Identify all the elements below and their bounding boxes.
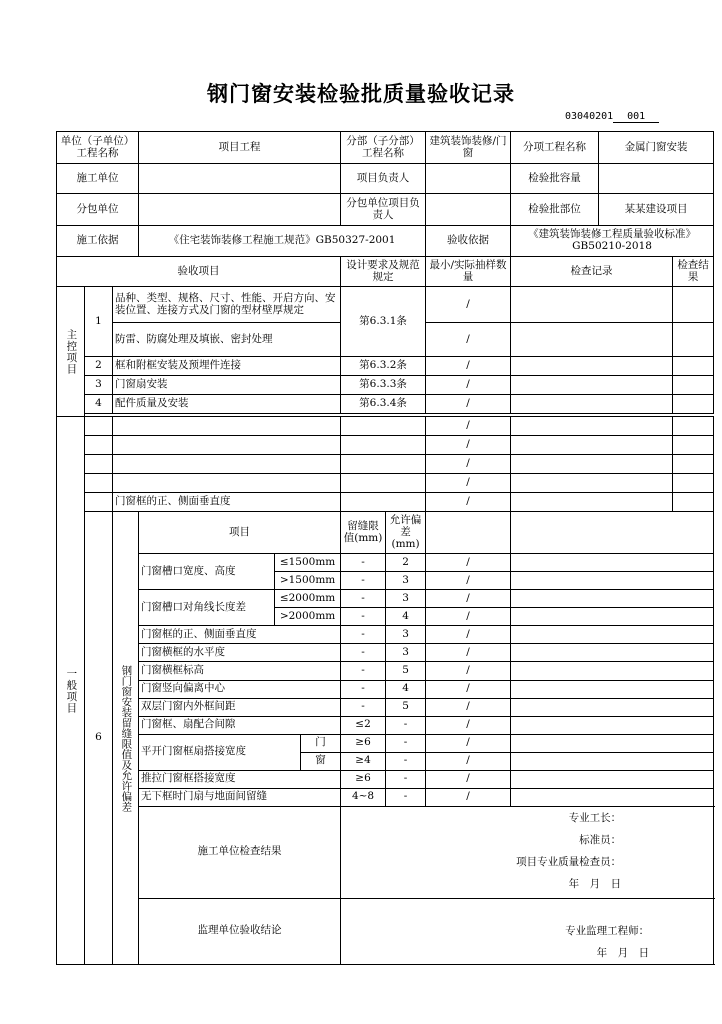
tech-line: 标准员： [579,833,622,846]
gen-2-text [113,436,341,455]
date-line: 年 月 日 [568,877,622,890]
col-record: 检查记录 [511,257,673,287]
sub-header-record [511,512,714,554]
inspection-table [56,131,714,965]
subcontract-label: 分包单位 [57,194,139,226]
dev-3-gap: - [341,590,386,608]
item-value: 金属门窗安装 [599,132,714,164]
dev-4-sample: / [426,608,511,626]
main-1a-result[interactable] [673,287,714,323]
gen-5-clause [341,493,426,512]
dev-6-dev: 3 [386,644,426,662]
main-4-clause: 第6.3.4条 [341,395,426,414]
location-label: 检验批部位 [511,194,599,226]
main-2-clause: 第6.3.2条 [341,357,426,376]
dev-2-cond: >1500mm [275,572,341,590]
dev-9-gap: - [341,698,386,716]
dev-5-record[interactable] [511,626,714,644]
sub-pm-label: 分包单位项目负责人 [341,194,426,226]
gen-1-record[interactable] [511,417,673,436]
main-row-3 [57,376,714,395]
main-4-no: 4 [85,395,113,414]
unit-label: 单位（子单位）工程名称 [57,132,139,164]
main-3-result[interactable] [673,376,714,395]
dev-6-text: 门窗横框的水平度 [139,644,341,662]
dev-11-sample: / [426,734,511,752]
gen-row-1 [57,417,714,436]
dev-12-gap: ≥4 [341,752,386,770]
main-3-text: 门窗扇安装 [113,376,341,395]
column-header-row [57,257,714,287]
dev-4-gap: - [341,608,386,626]
gen-4-text [113,474,341,493]
dev-row-7 [57,662,714,680]
main-1b-text: 防雷、防腐处理及填嵌、密封处理 [113,323,341,357]
dev-9-text: 双层门窗内外框间距 [139,698,341,716]
dev-14-gap: 4~8 [341,788,386,806]
main-row-4 [57,395,714,414]
dev-row-11 [57,734,714,752]
dev-4-dev: 4 [386,608,426,626]
main-3-no: 3 [85,376,113,395]
gen-5-no [85,493,113,512]
gen-2-record[interactable] [511,436,673,455]
dev-2-dev: 3 [386,572,426,590]
main-4-result[interactable] [673,395,714,414]
dev-3-dev: 3 [386,590,426,608]
inspector-line: 项目专业质量检查员： [516,855,622,868]
basis-value: 《住宅装饰装修工程施工规范》GB50327-2001 [139,226,426,257]
gen-1-clause [341,417,426,436]
gen-2-result[interactable] [673,436,714,455]
foreman-line: 专业工长： [568,811,622,824]
main-2-no: 2 [85,357,113,376]
gen-3-clause [341,455,426,474]
gen-6-label: 钢门窗安装留缝限值及允许偏差 [113,512,139,965]
dev-9-dev: 5 [386,698,426,716]
dev-row-5 [57,626,714,644]
gen-3-result[interactable] [673,455,714,474]
dev-6-gap: - [341,644,386,662]
dev-row-3 [57,590,714,608]
dev-9-sample: / [426,698,511,716]
date2-line: 年 月 日 [596,947,650,959]
gen-1-no [85,417,113,436]
main-1b-result[interactable] [673,323,714,357]
gen-5-record[interactable] [511,493,673,512]
gen-3-text [113,455,341,474]
col-design: 设计要求及规范规定 [341,257,426,287]
dev-1-dev: 2 [386,554,426,572]
main-4-text: 配件质量及安装 [113,395,341,414]
dev-row-14 [57,788,714,806]
groove-width-label: 门窗槽口宽度、高度 [139,554,275,590]
main-2-record[interactable] [511,357,673,376]
main-row-1a [57,287,714,323]
subcontract-value[interactable] [139,194,341,226]
main-1a-text: 品种、类型、规格、尺寸、性能、开启方向、安装位置、连接方式及门窗的型材壁厚规定 [113,287,341,323]
dev-14-text: 无下框时门扇与地面间留缝 [139,788,341,806]
main-1a-sample: / [426,287,511,323]
main-2-text: 框和附框安装及预埋件连接 [113,357,341,376]
dev-row-1 [57,554,714,572]
dev-11-record[interactable] [511,734,714,752]
dev-13-sample: / [426,770,511,788]
builder-value[interactable] [139,164,341,194]
main-1b-record[interactable] [511,323,673,357]
main-3-record[interactable] [511,376,673,395]
item-label: 分项工程名称 [511,132,599,164]
header-row-2 [57,164,714,194]
builder-label: 施工单位 [57,164,139,194]
sub-header-item: 项目 [139,512,341,554]
col-result: 检查结果 [673,257,714,287]
dev-row-8 [57,680,714,698]
dev-4-cond: >2000mm [275,608,341,626]
overlap-door: 门 [301,734,341,752]
dev-10-text: 门窗框、扇配合间隙 [139,716,341,734]
gen-2-no [85,436,113,455]
col-sample: 最小/实际抽样数量 [426,257,511,287]
gen-4-clause [341,474,426,493]
dev-row-10 [57,716,714,734]
dev-12-dev: - [386,752,426,770]
page-title: 钢门窗安装检验批质量验收记录 [207,81,515,106]
main-1-clause: 第6.3.1条 [341,287,426,357]
supervisor-label: 监理单位验收结论 [139,898,341,964]
pm-label: 项目负责人 [341,164,426,194]
record-code [565,111,659,123]
gen-row-4 [57,474,714,493]
gen-4-sample: / [426,474,511,493]
dev-7-dev: 5 [386,662,426,680]
header-row-4 [57,226,714,257]
dev-13-gap: ≥6 [341,770,386,788]
groove-diag-label: 门窗槽口对角线长度差 [139,590,275,626]
dev-13-record[interactable] [511,770,714,788]
builder-result-label: 施工单位检查结果 [139,806,341,898]
dev-7-record[interactable] [511,662,714,680]
dev-8-record[interactable] [511,680,714,698]
dev-10-sample: / [426,716,511,734]
dev-8-text: 门窗竖向偏离中心 [139,680,341,698]
header-row-1 [57,132,714,164]
gen-4-no [85,474,113,493]
sub-pm-value[interactable] [426,194,511,226]
pm-value[interactable] [426,164,511,194]
supervisor-body[interactable] [341,898,714,964]
main-row-2 [57,357,714,376]
dev-1-record[interactable] [511,554,714,572]
gen-row-5 [57,493,714,512]
dev-8-gap: - [341,680,386,698]
gen-3-no [85,455,113,474]
dev-7-gap: - [341,662,386,680]
main-1a-record[interactable] [511,287,673,323]
gen-1-text [113,417,341,436]
engineer-line: 专业监理工程师： [565,925,650,937]
dev-7-sample: / [426,662,511,680]
dev-3-sample: / [426,590,511,608]
gen-3-sample: / [426,455,511,474]
dev-13-dev: - [386,770,426,788]
dev-3-record[interactable] [511,590,714,608]
basis-label: 施工依据 [57,226,139,257]
gen-5-text: 门窗框的正、侧面垂直度 [113,493,341,512]
acceptance-value: 《建筑装饰装修工程质量验收标准》GB50210-2018 [511,226,714,257]
dev-5-dev: 3 [386,626,426,644]
main-1b-sample: / [426,323,511,357]
dev-row-6 [57,644,714,662]
general-label: 一般项目 [57,417,85,965]
dev-8-sample: / [426,680,511,698]
code-prefix: 03040201 [565,111,614,122]
dev-14-record[interactable] [511,788,714,806]
dev-2-record[interactable] [511,572,714,590]
sub-header-gap: 留缝限值(mm) [341,512,386,554]
dev-6-sample: / [426,644,511,662]
dev-10-dev: - [386,716,426,734]
dev-4-record[interactable] [511,608,714,626]
builder-result-row [57,806,714,898]
dev-13-text: 推拉门窗框搭接宽度 [139,770,341,788]
main-4-sample: / [426,395,511,414]
gen-row-2 [57,436,714,455]
dev-9-record[interactable] [511,698,714,716]
header-row-3 [57,194,714,226]
sub-label: 分部（子分部）工程名称 [341,132,426,164]
main-4-record[interactable] [511,395,673,414]
gen-4-result[interactable] [673,474,714,493]
dev-12-record[interactable] [511,752,714,770]
dev-5-text: 门窗框的正、侧面垂直度 [139,626,341,644]
dev-2-gap: - [341,572,386,590]
dev-1-gap: - [341,554,386,572]
supervisor-row [57,898,714,964]
dev-12-sample: / [426,752,511,770]
main-3-sample: / [426,376,511,395]
capacity-label: 检验批容量 [511,164,599,194]
col-item: 验收项目 [57,257,341,287]
dev-1-sample: / [426,554,511,572]
dev-11-dev: - [386,734,426,752]
main-2-sample: / [426,357,511,376]
location-value: 某某建设项目 [599,194,714,226]
dev-5-gap: - [341,626,386,644]
overlap-label: 平开门窗框扇搭接宽度 [139,734,301,770]
project-value: 项目工程 [139,132,341,164]
code-suffix: 001 [613,111,659,123]
gen-1-sample: / [426,417,511,436]
dev-14-dev: - [386,788,426,806]
dev-7-text: 门窗横框标高 [139,662,341,680]
builder-result-body[interactable] [341,806,714,898]
gen-5-result[interactable] [673,493,714,512]
dev-3-cond: ≤2000mm [275,590,341,608]
main-2-result[interactable] [673,357,714,376]
sub-header-dev: 允许偏差(mm) [386,512,426,554]
gen-4-record[interactable] [511,474,673,493]
dev-row-9 [57,698,714,716]
main-3-clause: 第6.3.3条 [341,376,426,395]
gen-1-result[interactable] [673,417,714,436]
sub-header-sample [426,512,511,554]
dev-5-sample: / [426,626,511,644]
capacity-value[interactable] [599,164,714,194]
gen-5-sample: / [426,493,511,512]
dev-10-record[interactable] [511,716,714,734]
gen-2-clause [341,436,426,455]
dev-8-dev: 4 [386,680,426,698]
main-1-no: 1 [85,287,113,357]
gen-6-no: 6 [85,512,113,965]
gen-6-header [57,512,714,554]
dev-row-13 [57,770,714,788]
overlap-window: 窗 [301,752,341,770]
dev-1-cond: ≤1500mm [275,554,341,572]
dev-14-sample: / [426,788,511,806]
gen-3-record[interactable] [511,455,673,474]
dev-10-gap: ≤2 [341,716,386,734]
main-label: 主控项目 [57,287,85,417]
acceptance-label: 验收依据 [426,226,511,257]
gen-row-3 [57,455,714,474]
dev-11-gap: ≥6 [341,734,386,752]
sub-value: 建筑装饰装修/门窗 [426,132,511,164]
dev-6-record[interactable] [511,644,714,662]
gen-2-sample: / [426,436,511,455]
dev-2-sample: / [426,572,511,590]
